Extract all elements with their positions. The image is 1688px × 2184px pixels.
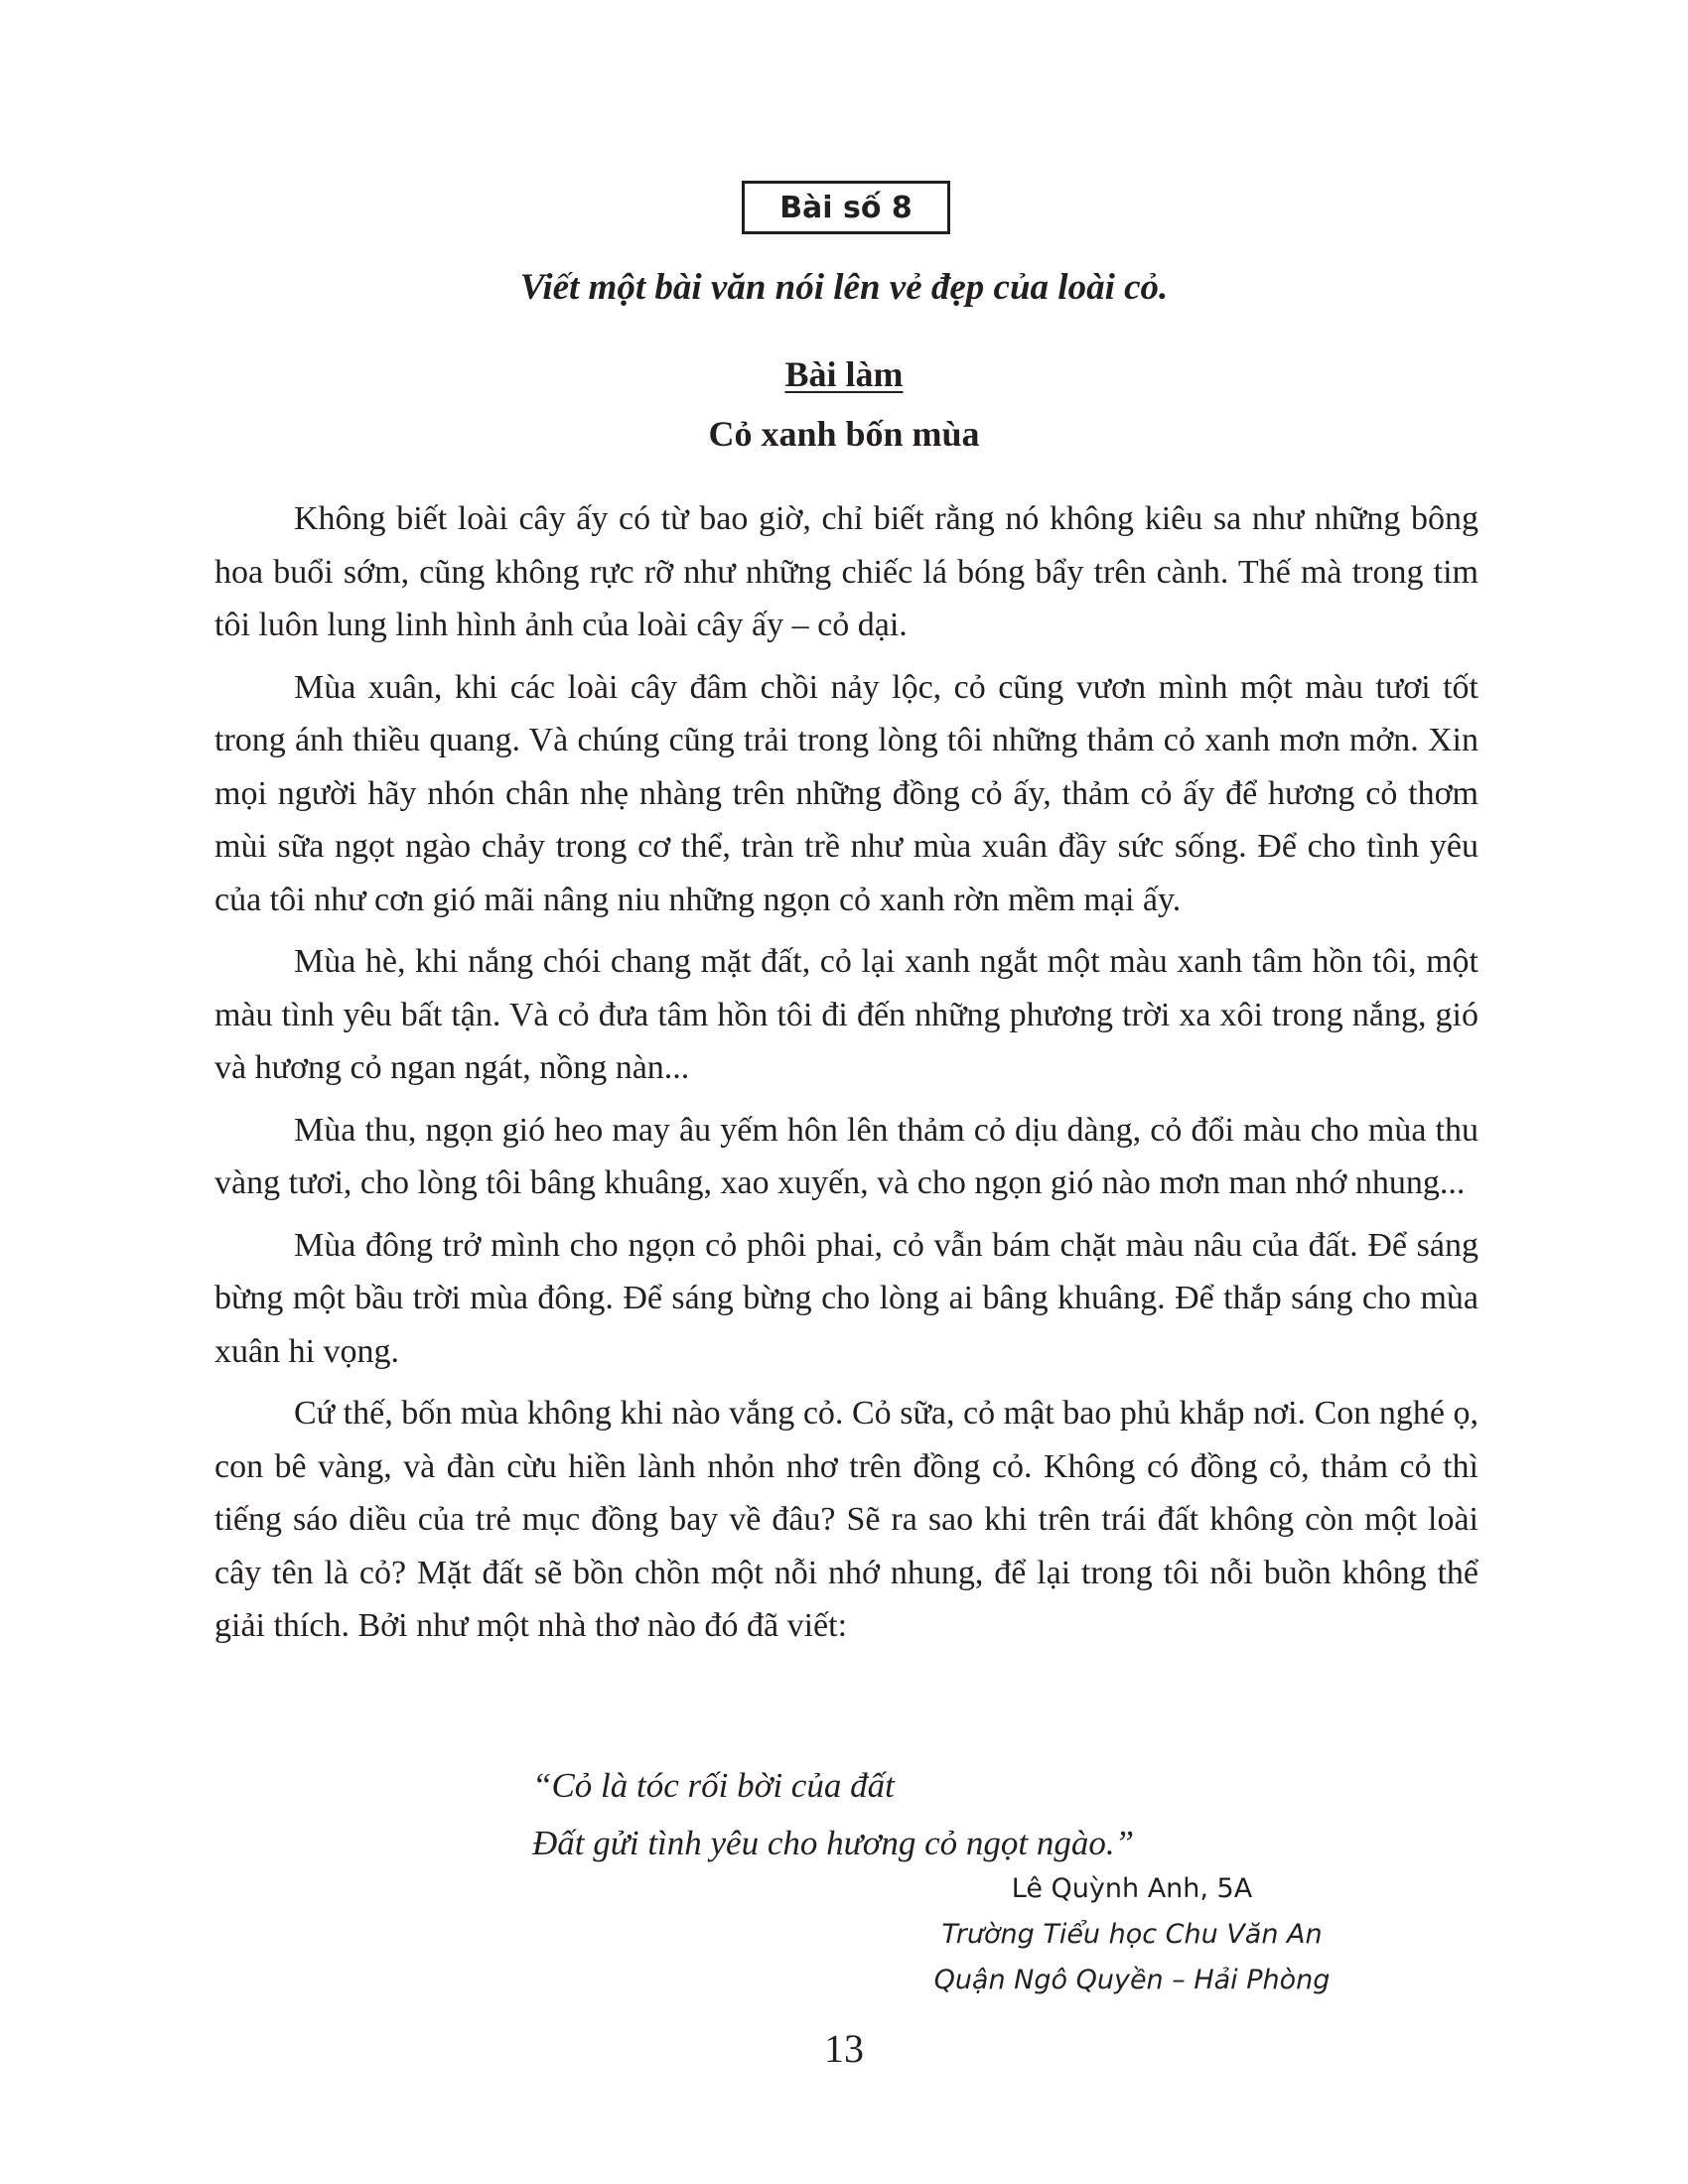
paragraph: Mùa đông trở mình cho ngọn cỏ phôi phai, cỏ vẫn bám chặt màu nâu của đất. Để sáng bừng một bầu trời mùa đông. Để sáng bừng cho lòng ai bâng khuâng. Để thắp sáng cho mùa xuân hi vọng. <box>214 1226 1478 1370</box>
page-number: 13 <box>824 2026 864 2071</box>
essay-title: Cỏ xanh bốn mùa <box>708 414 980 454</box>
section-heading <box>0 353 1688 395</box>
paragraph: Mùa xuân, khi các loài cây đâm chồi nảy lộc, cỏ cũng vươn mình một màu tươi tốt trong ánh thiều quang. Và chúng cũng trải trong lòng tôi những thảm cỏ xanh mơn mởn. Xin mọi người hãy nhón chân nhẹ nhàng trên những đồng cỏ ấy, thảm cỏ ấy để hương cỏ thơm mùi sữa ngọt ngào chảy trong cơ thể, tràn trề như mùa xuân đầy sức sống. Để cho tình yêu của tôi như cơn gió mãi nâng niu những ngọn cỏ xanh rờn mềm mại ấy. <box>214 668 1478 918</box>
paragraph: Mùa thu, ngọn gió heo may âu yếm hôn lên thảm cỏ dịu dàng, cỏ đổi màu cho mùa thu vàng tươi, cho lòng tôi bâng khuâng, xao xuyến, và cho ngọn gió nào mơn man nhớ nhung... <box>214 1111 1478 1201</box>
section-heading-text: Bài làm <box>784 354 904 394</box>
paragraph: Không biết loài cây ấy có từ bao giờ, chỉ biết rằng nó không kiêu sa như những bông hoa buổi sớm, cũng không rực rỡ như những chiếc lá bóng bẩy trên cành. Thế mà trong tim tôi luôn lung linh hình ảnh của loài cây ấy – cỏ dại. <box>214 500 1478 643</box>
paragraph: Mùa hè, khi nắng chói chang mặt đất, cỏ lại xanh ngắt một màu xanh tâm hồn tôi, một màu tình yêu bất tận. Và cỏ đưa tâm hồn tôi đi đến những phương trời xa xôi trong nắng, gió và hương cỏ ngan ngát, nồng nàn... <box>214 943 1478 1086</box>
poem-quote <box>532 1757 1134 1872</box>
author-name: Lê Quỳnh Anh, 5A <box>1011 1873 1253 1904</box>
lesson-label: Bài số 8 <box>779 190 913 225</box>
school-name: Trường Tiểu học Chu Văn An <box>941 1919 1323 1950</box>
district-name: Quận Ngô Quyền – Hải Phòng <box>933 1965 1331 1995</box>
poem-line: Đất gửi tình yêu cho hương cỏ ngọt ngào.” <box>532 1824 1135 1862</box>
essay-body <box>214 492 1478 1662</box>
poem-line: “Cỏ là tóc rối bời của đất <box>532 1766 895 1805</box>
assignment-prompt: Viết một bài văn nói lên vẻ đẹp của loài cỏ. <box>519 267 1169 308</box>
paragraph: Cứ thế, bốn mùa không khi nào vắng cỏ. Cỏ sữa, cỏ mật bao phủ khắp nơi. Con nghé ọ, con bê vàng, và đàn cừu hiền lành nhỏn nhơ trên đồng cỏ. Không có đồng cỏ, thảm cỏ thì tiếng sáo diều của trẻ mục đồng bay về đâu? Sẽ ra sao khi trên trái đất không còn một loài cây tên là cỏ? Mặt đất sẽ bồn chồn một nỗi nhớ nhung, để lại trong tôi nỗi buồn không thể giải thích. Bởi như một nhà thơ nào đó đã viết: <box>214 1395 1478 1644</box>
lesson-label-box <box>742 181 950 234</box>
